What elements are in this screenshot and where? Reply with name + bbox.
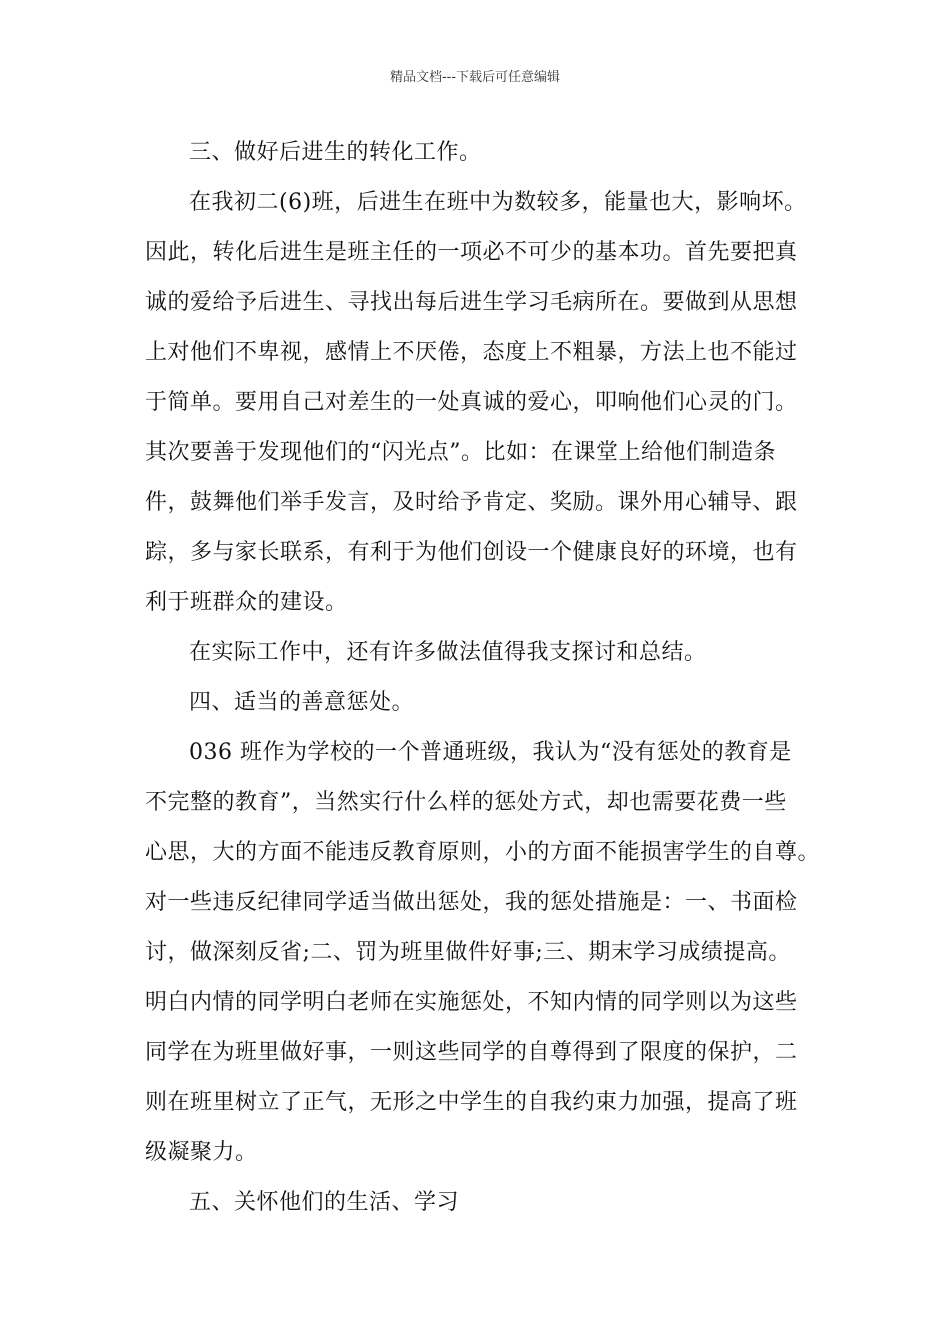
paragraph-line: 上对他们不卑视，感情上不厌倦，态度上不粗暴，方法上也不能过 (145, 340, 798, 365)
paragraph-line: 件，鼓舞他们举手发言，及时给予肯定、奖励。课外用心辅导、跟 (145, 490, 798, 515)
paragraph-line: 明白内情的同学明白老师在实施惩处，不知内情的同学则以为这些 (145, 990, 798, 1015)
section-heading-4: 四、适当的善意惩处。 (189, 690, 415, 715)
paragraph-line: 级凝聚力。 (145, 1140, 258, 1165)
section-heading-3: 三、做好后进生的转化工作。 (189, 140, 482, 165)
paragraph-line: 利于班群众的建设。 (145, 590, 348, 615)
section-heading-5: 五、关怀他们的生活、学习 (189, 1190, 460, 1215)
paragraph-line: 于简单。要用自己对差生的一处真诚的爱心，叩响他们心灵的门。 (145, 390, 798, 415)
paragraph-line: 诚的爱给予后进生、寻找出每后进生学习毛病所在。要做到从思想 (145, 290, 798, 315)
paragraph-line: 心思，大的方面不能违反教育原则，小的方面不能损害学生的自尊。 (145, 840, 821, 865)
paragraph-line: 在我初二(6)班，后进生在班中为数较多，能量也大，影响坏。 (189, 190, 807, 215)
paragraph-line: 不完整的教育”，当然实行什么样的惩处方式，却也需要花费一些 (145, 790, 787, 815)
paragraph-line: 036 班作为学校的一个普通班级，我认为“没有惩处的教育是 (189, 740, 792, 765)
paragraph-line: 因此，转化后进生是班主任的一项必不可少的基本功。首先要把真 (145, 240, 798, 265)
page-header: 精品文档---下载后可任意编辑 (389, 70, 561, 85)
paragraph-line: 讨，做深刻反省;二、罚为班里做件好事;三、期末学习成绩提高。 (145, 940, 791, 965)
paragraph-line: 同学在为班里做好事，一则这些同学的自尊得到了限度的保护，二 (145, 1040, 798, 1065)
paragraph-line: 则在班里树立了正气，无形之中学生的自我约束力加强，提高了班 (145, 1090, 798, 1115)
paragraph-line: 在实际工作中，还有许多做法值得我支探讨和总结。 (189, 640, 707, 665)
paragraph-line: 对一些违反纪律同学适当做出惩处，我的惩处措施是：一、书面检 (145, 890, 798, 915)
paragraph-line: 踪，多与家长联系，有利于为他们创设一个健康良好的环境，也有 (145, 540, 798, 565)
paragraph-line: 其次要善于发现他们的“闪光点”。比如：在课堂上给他们制造条 (145, 440, 776, 465)
